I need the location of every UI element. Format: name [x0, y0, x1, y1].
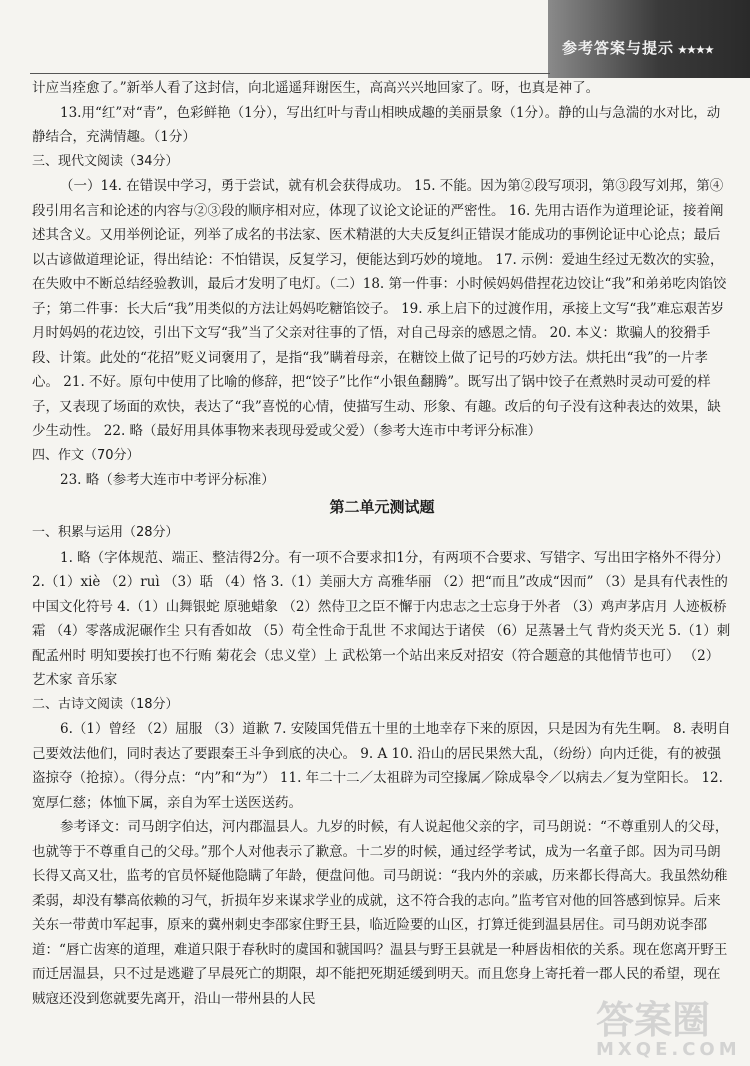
watermark-logo — [596, 1000, 746, 1064]
text-paragraph: 13.用“红”对“青”，色彩鲜艳（1分），写出红叶与青山相映成趣的美丽景象（1分）。静的山与急湍的水对比，动静结合，充满情趣。（1分） — [32, 104, 721, 145]
section-heading: 一、积累与运用（28分） — [32, 525, 179, 540]
watermark-url: MXQE.COM — [596, 1039, 741, 1060]
header-title — [548, 34, 750, 62]
text-paragraph: 计应当痊愈了。”新举人看了这封信，向北遥遥拜谢医生，高高兴兴地回家了。呀，也真是神了。 — [32, 80, 600, 96]
text-paragraph: 6.（1）曾经 （2）屈服 （3）道歉 7. 安陵国凭借五十里的土地幸存下来的原因，只是因为有先生啊。 8. 表明自己要效法他们，同时表达了要跟秦王斗争到底的决心。 9. A 10. 沿山的居民果然大乱，（纷纷）向内迁徙，有的被强盗掠夺（抢掠）。（得分点：“内”和“为”） 11. 年二十二／太祖辟为司空掾属／除成皋令／以病去／复为堂阳长。 12. 宽厚仁慈；体恤下属，亲自为军士送医送药。 — [32, 721, 731, 811]
section-heading: 二、古诗文阅读（18分） — [32, 696, 179, 712]
rating-stars-icon: ★★★★ — [678, 45, 714, 56]
header-rule — [30, 73, 550, 74]
text-paragraph: 1. 略（字体规范、端正、整洁得2分。有一项不合要求扣1分，有两项不合要求、写错字、写出田字格外不得分） 2.（1）xiè （2）ruì （3）聒 （4）恪 3.（1）美丽大方 高雅华丽 （2）把“而且”改成“因而” （3）是具有代表性的中国文化符号 4.（1）山舞银蛇 原驰蜡象 （2）然侍卫之臣不懈于内忠志之士忘身于外者 （3）鸡声茅店月 人迹板桥霜 （4）零落成泥碾作尘 只有香如故 （5）苟全性命于乱世 不求闻达于诸侯 （6）足蒸暑土气 背灼炎天光 5.（1）刺配孟州时 明知要挨打也不行贿 菊花会（忠义堂）上 武松第一个站出来反对招安（符合题意的其他情节也可） （2）艺术家 音乐家 — [32, 549, 731, 688]
unit-title: 第二单元测试题 — [329, 497, 435, 516]
text-paragraph: 23. 略（参考大连市中考评分标准） — [60, 472, 275, 488]
header-title-text: 参考答案与提示 — [562, 39, 675, 57]
translation-paragraph: 参考译文：司马朗字伯达，河内郡温县人。九岁的时候，有人说起他父亲的字，司马朗说：“不尊重别人的父母，也就等于不尊重自己的父母。”那个人对他表示了歉意。十二岁的时候，通过经学考试，成为一名童子郎。因为司马朗长得又高又壮，监考的官员怀疑他隐瞒了年龄，便盘问他。司马朗说：“我内外的亲戚，历来都长得高大。我虽然幼稚柔弱，却没有攀高依赖的习气，折损年岁来谋求学业的成就，这不符合我的志向。”监考官对他的回答感到惊异。后来关东一带黄巾军起事，原来的冀州刺史李邵家住野王县，临近险要的山区，打算迁徙到温县居住。司马朗劝说李邵道：“唇亡齿寒的道理，难道只限于春秋时的虞国和虢国吗？温县与野王县就是一种唇齿相依的关系。现在您离开野王而迁居温县，只不过是逃避了早晨死亡的期限，却不能把死期延缓到明天。而且您身上寄托着一郡人民的希望，现在贼寇还没到您就要先离开，沿山一带州县的人民 — [32, 819, 729, 1007]
section-heading: 三、现代文阅读（34分） — [32, 153, 179, 169]
watermark-text: 答案圈 — [596, 998, 711, 1042]
answer-content — [32, 76, 732, 1011]
text-paragraph: （一）14. 在错误中学习，勇于尝试，就有机会获得成功。 15. 不能。因为第②段写项羽，第③段写刘邦，第④段引用名言和论述的内容与②③段的顺序相对应，体现了议论文论证的严密性。 16. 先用古语作为道理论证，接着阐述其含义。又用举例论证，列举了成名的书法家、医术精湛的大夫反复纠正错误才能成功的事例论证中心论点；最后以古谚做道理论证，得出结论：不怕错误，反复学习，便能达到巧妙的境地。 17. 示例：爱迪生经过无数次的实验，在失败中不断总结经验教训，最后才发明了电灯。（二）18. 第一件事：小时候妈妈借捏花边饺让“我”和弟弟吃肉馅饺子；第二件事：长大后“我”用类似的方法让妈妈吃糖馅饺子。 19. 承上启下的过渡作用，承接上文写“我”难忘艰苦岁月时妈妈的花边饺，引出下文写“我”当了父亲对往事的了悟，对自己母亲的感恩之情。 20. 本义：欺骗人的狡猾手段、计策。此处的“花招”贬义词褒用了，是指“我”瞒着母亲，在糖饺上做了记号的巧妙方法。烘托出“我”的一片孝心。 21. 不好。原句中使用了比喻的修辞，把“饺子”比作“小银鱼翻腾”。既写出了锅中饺子在煮熟时灵动可爱的样子，又表现了场面的欢快，表达了“我”喜悦的心情，使描写生动、形象、有趣。改后的句子没有这种表达的效果，缺少生动性。 22. 略（最好用具体事物来表现母爱或父爱）（参考大连市中考评分标准） — [32, 178, 727, 439]
section-heading: 四、作文（70分） — [32, 447, 140, 463]
